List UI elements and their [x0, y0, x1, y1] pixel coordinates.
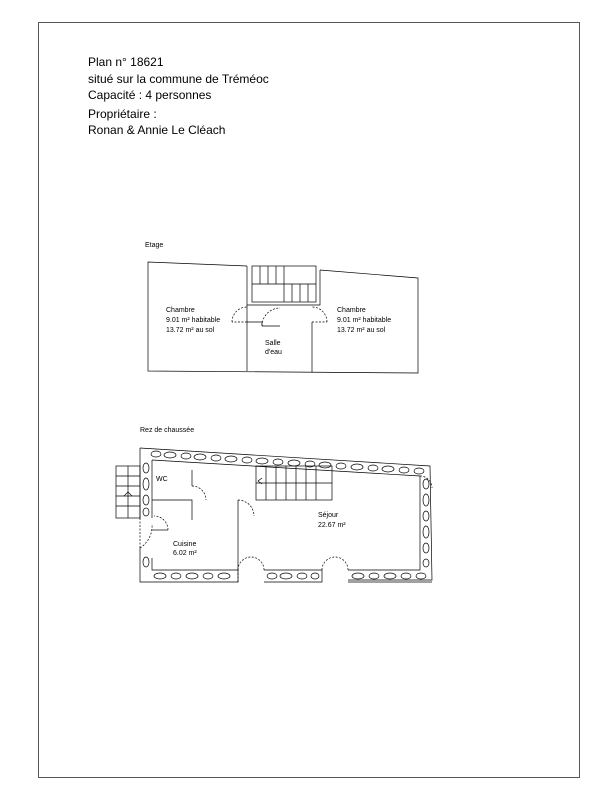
- bathroom-label-1: Salle: [265, 340, 281, 347]
- etage-right-door: [312, 307, 327, 322]
- etage-stair: [252, 266, 316, 302]
- rdc-entry-door: [140, 518, 152, 548]
- etage-left-door: [232, 307, 247, 322]
- etage-bath-wall: [247, 322, 262, 326]
- commune-line: situé sur la commune de Tréméoc: [88, 72, 269, 86]
- etage-bath-door: [262, 308, 280, 326]
- rdc-garden-door: [322, 557, 348, 570]
- left-bedroom-name: Chambre: [166, 307, 195, 314]
- right-bedroom-habitable: 9.01 m² habitable: [337, 317, 392, 324]
- plan-number: Plan n° 18621: [88, 55, 164, 69]
- sejour-area: 22.67 m²: [318, 522, 346, 529]
- rdc-title: Rez de chaussée: [140, 427, 195, 434]
- wc-label: WC: [156, 476, 168, 483]
- left-bedroom-sol: 13.72 m² au sol: [166, 327, 215, 334]
- capacity-line: Capacité : 4 personnes: [88, 88, 212, 102]
- rdc-front-door: [238, 557, 264, 582]
- rdc-front-wall-mid: [264, 570, 322, 582]
- bathroom-label-2: d'eau: [265, 349, 282, 356]
- etage-title: Etage: [145, 242, 164, 249]
- cuisine-name: Cuisine: [173, 541, 197, 548]
- cuisine-area: 6.02 m²: [173, 550, 197, 557]
- left-bedroom-habitable: 9.01 m² habitable: [166, 317, 221, 324]
- rdc-plan: [116, 448, 432, 582]
- cuisine-door: [154, 516, 168, 530]
- owner-name: Ronan & Annie Le Cléach: [88, 123, 226, 137]
- wc-partition: [152, 500, 192, 520]
- right-bedroom-name: Chambre: [337, 307, 366, 314]
- wc-door: [192, 486, 206, 500]
- rdc-interior-stair: [256, 466, 332, 500]
- owner-label: Propriétaire :: [88, 107, 157, 121]
- cuisine-sejour-door: [238, 500, 254, 516]
- right-bedroom-sol: 13.72 m² au sol: [337, 327, 386, 334]
- etage-stair-opening: [247, 266, 320, 305]
- rdc-exterior-stair: [116, 466, 140, 518]
- sejour-name: Séjour: [318, 512, 339, 519]
